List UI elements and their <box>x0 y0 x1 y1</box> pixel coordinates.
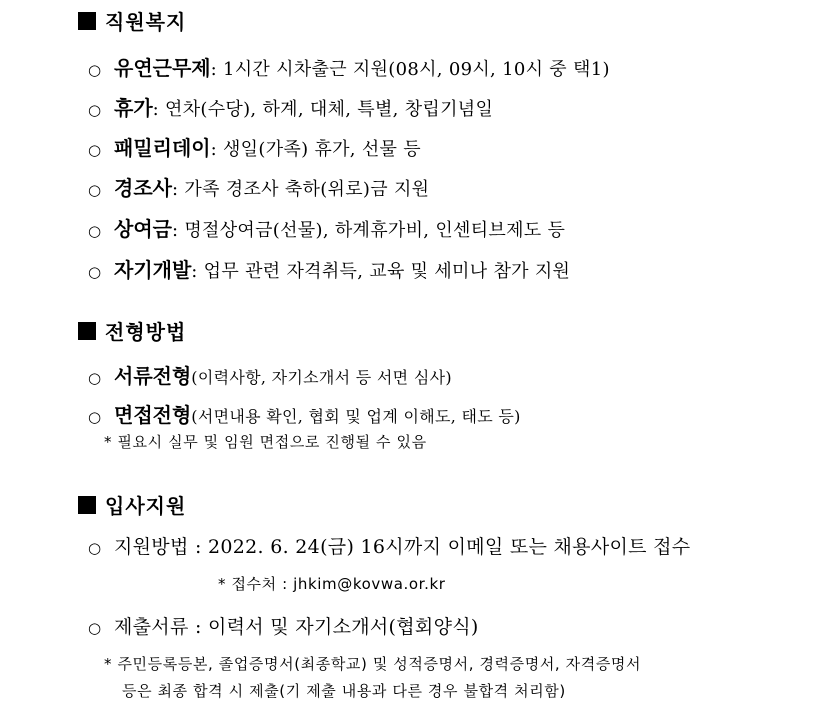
item-label: 서류전형 <box>114 364 192 388</box>
circle-bullet-icon: ○ <box>88 101 102 119</box>
square-bullet-icon <box>78 12 96 30</box>
square-bullet-icon <box>78 496 96 514</box>
item-label: 경조사 <box>114 176 172 200</box>
circle-bullet-icon: ○ <box>88 222 102 240</box>
item-text: : 명절상여금(선물), 하계휴가비, 인센티브제도 등 <box>171 220 566 241</box>
circle-bullet-icon: ○ <box>88 263 102 281</box>
item-text: : 업무 관련 자격취득, 교육 및 세미나 참가 지원 <box>191 261 571 282</box>
item-text: : 생일(가족) 휴가, 선물 등 <box>210 139 421 160</box>
item-label: 휴가 <box>114 96 153 120</box>
list-item <box>88 612 479 639</box>
item-text: : 1시간 시차출근 지원(08시, 09시, 10시 중 택1) <box>210 59 610 80</box>
list-item <box>88 360 452 389</box>
list-item <box>88 52 610 81</box>
square-bullet-icon <box>78 322 96 340</box>
list-item <box>88 92 493 121</box>
list-item <box>88 213 565 242</box>
circle-bullet-icon: ○ <box>88 181 102 199</box>
section-header-application <box>78 490 186 519</box>
section-header-selection <box>78 316 186 345</box>
circle-bullet-icon: ○ <box>88 141 102 159</box>
list-item <box>88 132 421 161</box>
item-label: 유연근무제 <box>114 56 211 80</box>
section-title: 전형방법 <box>105 320 187 344</box>
item-label: 면접전형 <box>114 403 192 427</box>
circle-bullet-icon: ○ <box>88 61 102 79</box>
circle-bullet-icon: ○ <box>88 369 102 387</box>
footnote: * 필요시 실무 및 임원 면접으로 진행될 수 있음 <box>104 433 427 451</box>
section-header-welfare <box>78 6 186 35</box>
item-text: 지원방법 : 2022. 6. 24(금) 16시까지 이메일 또는 채용사이트 접수 <box>114 536 691 558</box>
circle-bullet-icon: ○ <box>88 408 102 426</box>
list-item <box>88 399 521 428</box>
item-label: 패밀리데이 <box>114 136 211 160</box>
section-title: 입사지원 <box>105 494 187 518</box>
item-label: 상여금 <box>114 217 172 241</box>
email-note: * 접수처 : jhkim@kovwa.or.kr <box>218 575 446 593</box>
section-title: 직원복지 <box>105 10 187 34</box>
item-label: 자기개발 <box>114 258 192 282</box>
circle-bullet-icon: ○ <box>88 619 102 637</box>
document-note: * 주민등록등본, 졸업증명서(최종학교) 및 성적증명서, 경력증명서, 자격증명서 <box>104 655 642 673</box>
item-text: : 연차(수당), 하계, 대체, 특별, 창립기념일 <box>152 99 494 120</box>
list-item <box>88 254 570 283</box>
item-text: (이력사항, 자기소개서 등 서면 심사) <box>191 368 452 387</box>
list-item <box>88 532 690 559</box>
item-text: : 가족 경조사 축하(위로)금 지원 <box>171 179 430 200</box>
circle-bullet-icon: ○ <box>88 539 102 557</box>
document-note-continued: 등은 최종 합격 시 제출(기 제출 내용과 다른 경우 불합격 처리함) <box>122 682 566 700</box>
item-text: (서면내용 확인, 협회 및 업계 이해도, 태도 등) <box>191 407 521 426</box>
list-item <box>88 172 429 201</box>
item-text: 제출서류 : 이력서 및 자기소개서(협회양식) <box>114 616 479 638</box>
